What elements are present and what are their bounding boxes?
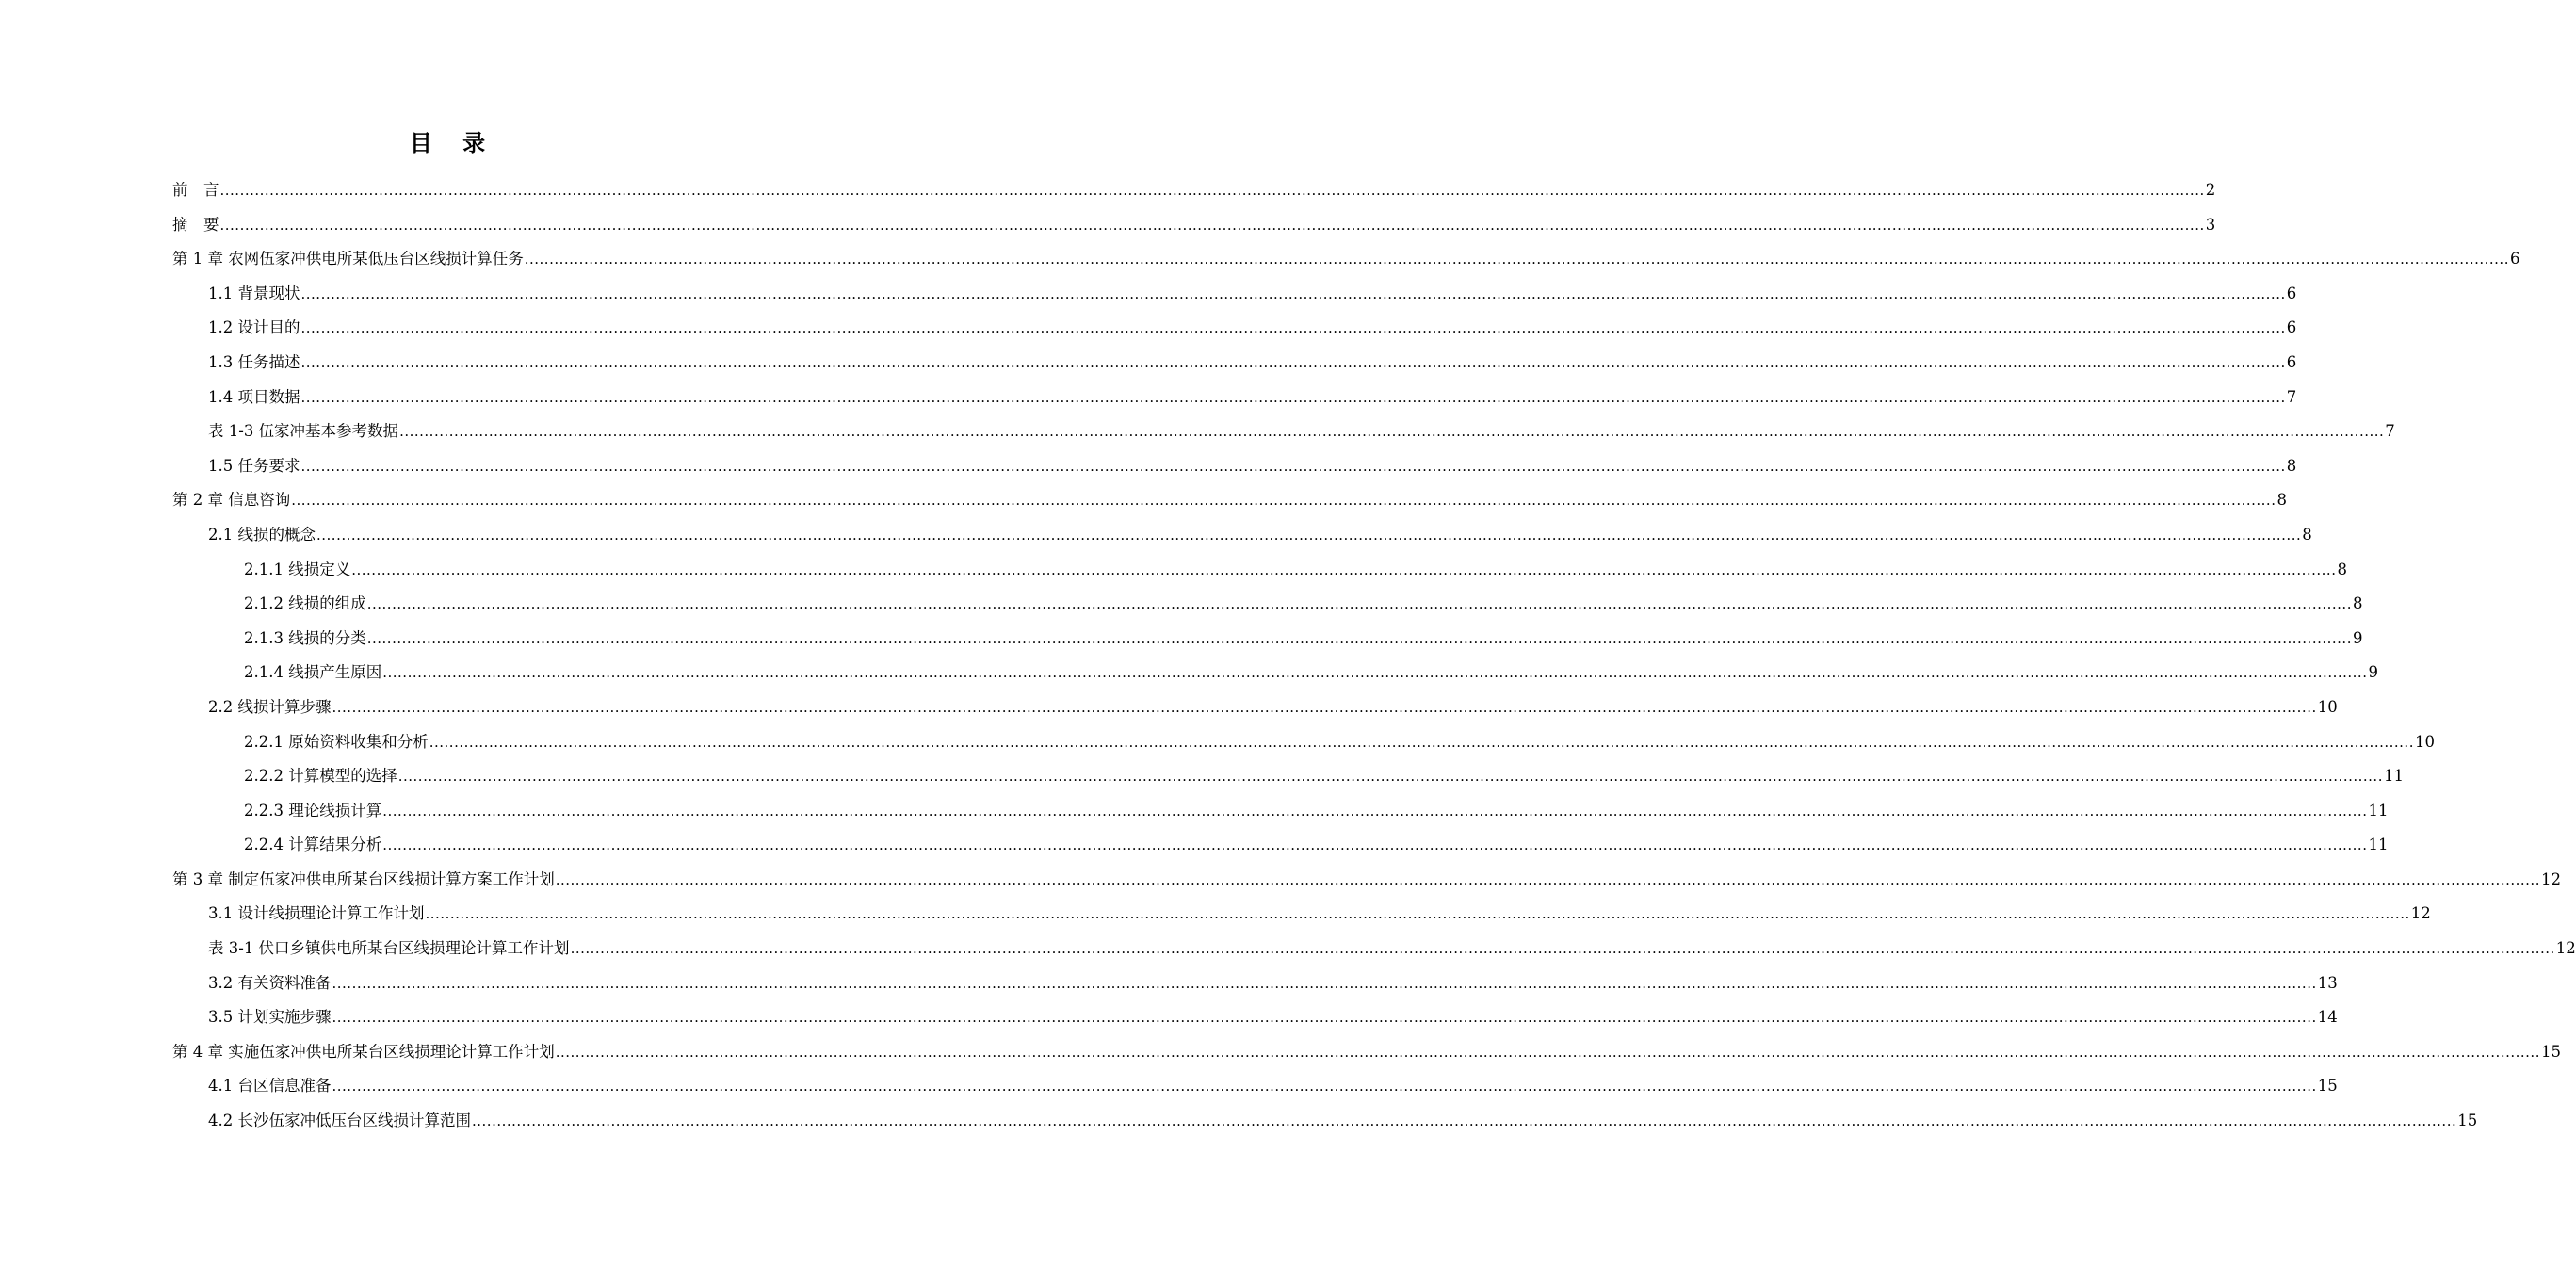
toc-entry-label: 2.2.4 计算结果分析 <box>244 836 382 854</box>
toc-leader-dots: ................................................................................................................................................................................................................................................................................................................................................................................................................ <box>332 1078 2317 1096</box>
toc-leader-dots: ................................................................................................................................................................................................................................................................................................................................................................................................................ <box>332 974 2317 992</box>
toc-entry[interactable] <box>172 690 2338 725</box>
toc-entry-label: 前 言 <box>172 181 219 199</box>
toc-entry[interactable] <box>172 656 2378 690</box>
toc-entry[interactable] <box>172 725 2435 760</box>
toc-entry[interactable] <box>172 759 2404 794</box>
toc-entry[interactable] <box>172 932 2576 966</box>
toc-page-number: 12 <box>2540 869 2561 888</box>
toc-leader-dots: ................................................................................................................................................................................................................................................................................................................................................................................................................ <box>300 353 2286 371</box>
toc-page-number: 11 <box>2368 801 2389 820</box>
toc-leader-dots: ................................................................................................................................................................................................................................................................................................................................................................................................................ <box>300 457 2286 475</box>
toc-entry[interactable] <box>172 242 2520 277</box>
toc-leader-dots: ................................................................................................................................................................................................................................................................................................................................................................................................................ <box>300 388 2286 406</box>
toc-entry-label: 2.1.4 线损产生原因 <box>244 663 382 682</box>
toc-list <box>172 173 2576 1139</box>
toc-page-number: 15 <box>2317 1077 2338 1096</box>
toc-entry[interactable] <box>172 483 2287 518</box>
toc-entry[interactable] <box>172 346 2297 381</box>
toc-entry-label: 1.1 背景现状 <box>208 284 300 302</box>
toc-leader-dots: ................................................................................................................................................................................................................................................................................................................................................................................................................ <box>351 560 2337 578</box>
toc-entry-label: 1.5 任务要求 <box>208 456 300 475</box>
toc-page-number: 6 <box>2286 352 2297 371</box>
toc-leader-dots: ................................................................................................................................................................................................................................................................................................................................................................................................................ <box>300 319 2286 337</box>
toc-entry[interactable] <box>172 1104 2478 1139</box>
toc-entry[interactable] <box>172 277 2297 312</box>
toc-entry-label: 4.2 长沙伍家冲低压台区线损计算范围 <box>208 1112 471 1130</box>
toc-leader-dots: ................................................................................................................................................................................................................................................................................................................................................................................................................ <box>555 1043 2540 1061</box>
toc-leader-dots: ................................................................................................................................................................................................................................................................................................................................................................................................................ <box>425 905 2410 923</box>
toc-page-number: 7 <box>2286 387 2297 406</box>
toc-entry[interactable] <box>172 587 2363 622</box>
toc-page-number: 8 <box>2302 525 2312 544</box>
toc-entry-label: 2.1.3 线损的分类 <box>244 628 366 647</box>
toc-leader-dots: ................................................................................................................................................................................................................................................................................................................................................................................................................ <box>382 664 2368 682</box>
toc-page-number: 9 <box>2352 628 2363 647</box>
toc-entry[interactable] <box>172 311 2297 346</box>
toc-entry-label: 第 4 章 实施伍家冲供电所某台区线损理论计算工作计划 <box>172 1042 555 1061</box>
toc-entry-label: 1.4 项目数据 <box>208 387 300 406</box>
toc-entry-label: 2.2.3 理论线损计算 <box>244 801 382 820</box>
toc-entry[interactable] <box>172 1035 2561 1070</box>
toc-entry-label: 2.1.2 线损的组成 <box>244 594 366 613</box>
toc-entry[interactable] <box>172 1000 2338 1035</box>
toc-leader-dots: ................................................................................................................................................................................................................................................................................................................................................................................................................ <box>219 216 2205 234</box>
toc-leader-dots: ................................................................................................................................................................................................................................................................................................................................................................................................................ <box>524 251 2509 268</box>
toc-entry-label: 2.1 线损的概念 <box>208 525 316 544</box>
toc-entry[interactable] <box>172 553 2347 588</box>
toc-entry[interactable] <box>172 381 2297 415</box>
toc-page-number: 15 <box>2540 1042 2561 1061</box>
toc-page-number: 6 <box>2509 250 2520 268</box>
toc-entry-label: 第 1 章 农网伍家冲供电所某低压台区线损计算任务 <box>172 250 524 268</box>
toc-entry-label: 3.1 设计线损理论计算工作计划 <box>208 904 425 923</box>
toc-page-number: 8 <box>2286 456 2297 475</box>
toc-page-number: 11 <box>2383 767 2404 786</box>
toc-entry[interactable] <box>172 897 2431 932</box>
toc-entry[interactable] <box>172 208 2216 243</box>
toc-leader-dots: ................................................................................................................................................................................................................................................................................................................................................................................................................ <box>219 182 2205 199</box>
toc-leader-dots: ................................................................................................................................................................................................................................................................................................................................................................................................................ <box>555 870 2540 888</box>
toc-entry-label: 4.1 台区信息准备 <box>208 1077 332 1096</box>
toc-leader-dots: ................................................................................................................................................................................................................................................................................................................................................................................................................ <box>472 1112 2457 1130</box>
toc-entry-label: 2.2.1 原始资料收集和分析 <box>244 732 429 751</box>
toc-leader-dots: ................................................................................................................................................................................................................................................................................................................................................................................................................ <box>399 423 2385 441</box>
toc-entry[interactable] <box>172 414 2395 449</box>
toc-title: 目 录 <box>409 130 497 156</box>
toc-page-number: 8 <box>2276 491 2287 510</box>
toc-entry-label: 2.2.2 计算模型的选择 <box>244 767 397 786</box>
toc-entry[interactable] <box>172 794 2389 829</box>
toc-leader-dots: ................................................................................................................................................................................................................................................................................................................................................................................................................ <box>332 698 2317 716</box>
toc-entry-label: 1.2 设计目的 <box>208 318 300 337</box>
toc-page-number: 12 <box>2555 939 2576 958</box>
toc-leader-dots: ................................................................................................................................................................................................................................................................................................................................................................................................................ <box>397 768 2383 786</box>
toc-leader-dots: ................................................................................................................................................................................................................................................................................................................................................................................................................ <box>366 595 2352 613</box>
toc-entry[interactable] <box>172 622 2363 657</box>
toc-leader-dots: ................................................................................................................................................................................................................................................................................................................................................................................................................ <box>291 492 2276 510</box>
toc-leader-dots: ................................................................................................................................................................................................................................................................................................................................................................................................................ <box>382 836 2368 854</box>
toc-page-number: 8 <box>2352 594 2363 613</box>
toc-entry-label: 3.2 有关资料准备 <box>208 973 332 992</box>
toc-entry-label: 表 1-3 伍家冲基本参考数据 <box>208 422 399 441</box>
toc-page-number: 8 <box>2337 560 2347 578</box>
toc-page-number: 2 <box>2205 181 2216 199</box>
toc-entry-label: 表 3-1 伏口乡镇供电所某台区线损理论计算工作计划 <box>208 939 570 958</box>
toc-entry[interactable] <box>172 966 2338 1001</box>
toc-page-number: 7 <box>2385 422 2395 441</box>
toc-page-number: 15 <box>2457 1112 2478 1130</box>
toc-page-number: 14 <box>2317 1008 2338 1027</box>
toc-entry[interactable] <box>172 173 2216 208</box>
toc-entry[interactable] <box>172 863 2561 898</box>
toc-page-number: 3 <box>2205 215 2216 234</box>
toc-page-number: 10 <box>2317 697 2338 716</box>
toc-entry-label: 2.2 线损计算步骤 <box>208 697 332 716</box>
toc-leader-dots: ................................................................................................................................................................................................................................................................................................................................................................................................................ <box>382 802 2368 820</box>
toc-page-number: 6 <box>2286 318 2297 337</box>
toc-leader-dots: ................................................................................................................................................................................................................................................................................................................................................................................................................ <box>429 733 2414 751</box>
toc-leader-dots: ................................................................................................................................................................................................................................................................................................................................................................................................................ <box>366 629 2352 647</box>
toc-entry[interactable] <box>172 1069 2338 1104</box>
toc-page-number: 6 <box>2286 284 2297 302</box>
toc-leader-dots: ................................................................................................................................................................................................................................................................................................................................................................................................................ <box>570 940 2555 958</box>
toc-page-number: 12 <box>2410 904 2431 923</box>
toc-entry-label: 第 2 章 信息咨询 <box>172 491 291 510</box>
toc-entry-label: 1.3 任务描述 <box>208 352 300 371</box>
toc-leader-dots: ................................................................................................................................................................................................................................................................................................................................................................................................................ <box>316 526 2302 544</box>
toc-page-number: 9 <box>2368 663 2378 682</box>
toc-entry-label: 2.1.1 线损定义 <box>244 560 351 578</box>
toc-page-number: 13 <box>2317 973 2338 992</box>
toc-entry-label: 第 3 章 制定伍家冲供电所某台区线损计算方案工作计划 <box>172 869 555 888</box>
toc-page-number: 11 <box>2368 836 2389 854</box>
toc-entry[interactable] <box>172 449 2297 484</box>
toc-entry-label: 3.5 计划实施步骤 <box>208 1008 332 1027</box>
toc-entry[interactable] <box>172 518 2312 553</box>
toc-leader-dots: ................................................................................................................................................................................................................................................................................................................................................................................................................ <box>332 1009 2317 1027</box>
toc-page-number: 10 <box>2414 732 2435 751</box>
toc-entry-label: 摘 要 <box>172 215 219 234</box>
toc-leader-dots: ................................................................................................................................................................................................................................................................................................................................................................................................................ <box>300 284 2286 302</box>
toc-entry[interactable] <box>172 828 2389 863</box>
